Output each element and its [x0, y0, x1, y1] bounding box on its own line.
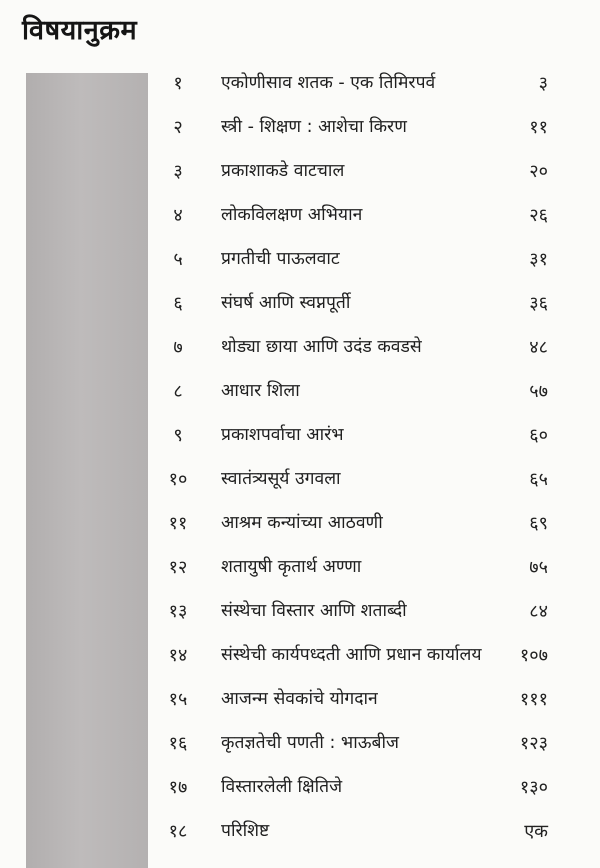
toc-row — [0, 547, 600, 591]
toc-page-number: २० — [529, 161, 548, 182]
toc-chapter-title: थोड्या छाया आणि उदंड कवडसे — [221, 337, 422, 357]
toc-chapter-number: १२ — [168, 557, 188, 578]
toc-chapter-title: आजन्म सेवकांचे योगदान — [221, 689, 378, 709]
toc-chapter-number: ५ — [173, 249, 183, 270]
toc-row — [0, 283, 600, 327]
toc-page-number: १०७ — [519, 645, 548, 666]
toc-page-number: ४८ — [529, 337, 548, 358]
toc-chapter-number: ९ — [173, 425, 183, 446]
toc-chapter-number: १३ — [168, 601, 188, 622]
toc-page-number: ३ — [538, 73, 548, 94]
toc-page-number: ३६ — [529, 293, 548, 314]
toc-chapter-number: १५ — [168, 689, 188, 710]
toc-chapter-title: संस्थेची कार्यपध्दती आणि प्रधान कार्यालय — [221, 645, 482, 665]
toc-chapter-title: परिशिष्ट — [221, 821, 270, 841]
toc-chapter-title: प्रकाशपर्वाचा आरंभ — [221, 425, 344, 445]
toc-chapter-title: स्त्री - शिक्षण : आशेचा किरण — [221, 117, 407, 137]
toc-chapter-number: ४ — [173, 205, 183, 226]
toc-page-number: ७५ — [529, 557, 548, 578]
toc-chapter-title: एकोणीसाव शतक - एक तिमिरपर्व — [221, 73, 436, 93]
toc-row — [0, 459, 600, 503]
toc-chapter-title: आधार शिला — [221, 381, 300, 401]
toc-page-number: १२३ — [519, 733, 548, 754]
toc-row — [0, 635, 600, 679]
toc-row — [0, 415, 600, 459]
toc-page-number: एक — [524, 821, 548, 842]
toc-page-number: ६५ — [529, 469, 548, 490]
toc-chapter-number: २ — [173, 117, 183, 138]
toc-chapter-number: १७ — [168, 777, 188, 798]
toc-page-number: ६९ — [529, 513, 548, 534]
toc-chapter-number: १० — [168, 469, 188, 490]
toc-chapter-title: कृतज्ञतेची पणती : भाऊबीज — [221, 733, 400, 753]
toc-row — [0, 679, 600, 723]
toc-chapter-title: विस्तारलेली क्षितिजे — [221, 777, 343, 797]
toc-chapter-number: ७ — [173, 337, 183, 358]
toc-chapter-number: १८ — [168, 821, 188, 842]
toc-chapter-title: लोकविलक्षण अभियान — [221, 205, 363, 225]
toc-chapter-title: स्वातंत्र्यसूर्य उगवला — [221, 469, 341, 489]
toc-chapter-number: १४ — [168, 645, 188, 666]
toc-row — [0, 63, 600, 107]
toc-chapter-number: ८ — [173, 381, 183, 402]
toc-page-number: १११ — [519, 689, 548, 710]
toc-page-number: १३० — [519, 777, 548, 798]
toc-row — [0, 591, 600, 635]
toc-row — [0, 195, 600, 239]
toc-chapter-title: आश्रम कन्यांच्या आठवणी — [221, 513, 383, 533]
toc-chapter-number: ११ — [168, 513, 188, 534]
table-of-contents — [0, 63, 600, 855]
toc-page-number: ६० — [529, 425, 548, 446]
toc-chapter-number: ३ — [173, 161, 183, 182]
toc-row — [0, 327, 600, 371]
toc-chapter-number: १६ — [168, 733, 188, 754]
toc-chapter-number: ६ — [173, 293, 183, 314]
toc-chapter-title: शतायुषी कृतार्थ अण्णा — [221, 557, 362, 577]
page-title: विषयानुक्रम — [22, 15, 138, 46]
toc-page-number: ८४ — [529, 601, 548, 622]
toc-row — [0, 767, 600, 811]
toc-page-number: ११ — [529, 117, 548, 138]
toc-row — [0, 723, 600, 767]
toc-chapter-title: संस्थेचा विस्तार आणि शताब्दी — [221, 601, 407, 621]
toc-row — [0, 239, 600, 283]
toc-page-number: ३१ — [529, 249, 548, 270]
toc-row — [0, 371, 600, 415]
toc-chapter-title: प्रगतीची पाऊलवाट — [221, 249, 340, 269]
toc-chapter-title: संघर्ष आणि स्वप्नपूर्ती — [221, 293, 351, 313]
toc-row — [0, 503, 600, 547]
toc-chapter-number: १ — [173, 73, 183, 94]
toc-chapter-title: प्रकाशाकडे वाटचाल — [221, 161, 345, 181]
toc-row — [0, 151, 600, 195]
toc-page-number: २६ — [529, 205, 548, 226]
toc-page-number: ५७ — [529, 381, 548, 402]
toc-row — [0, 107, 600, 151]
toc-row — [0, 811, 600, 855]
